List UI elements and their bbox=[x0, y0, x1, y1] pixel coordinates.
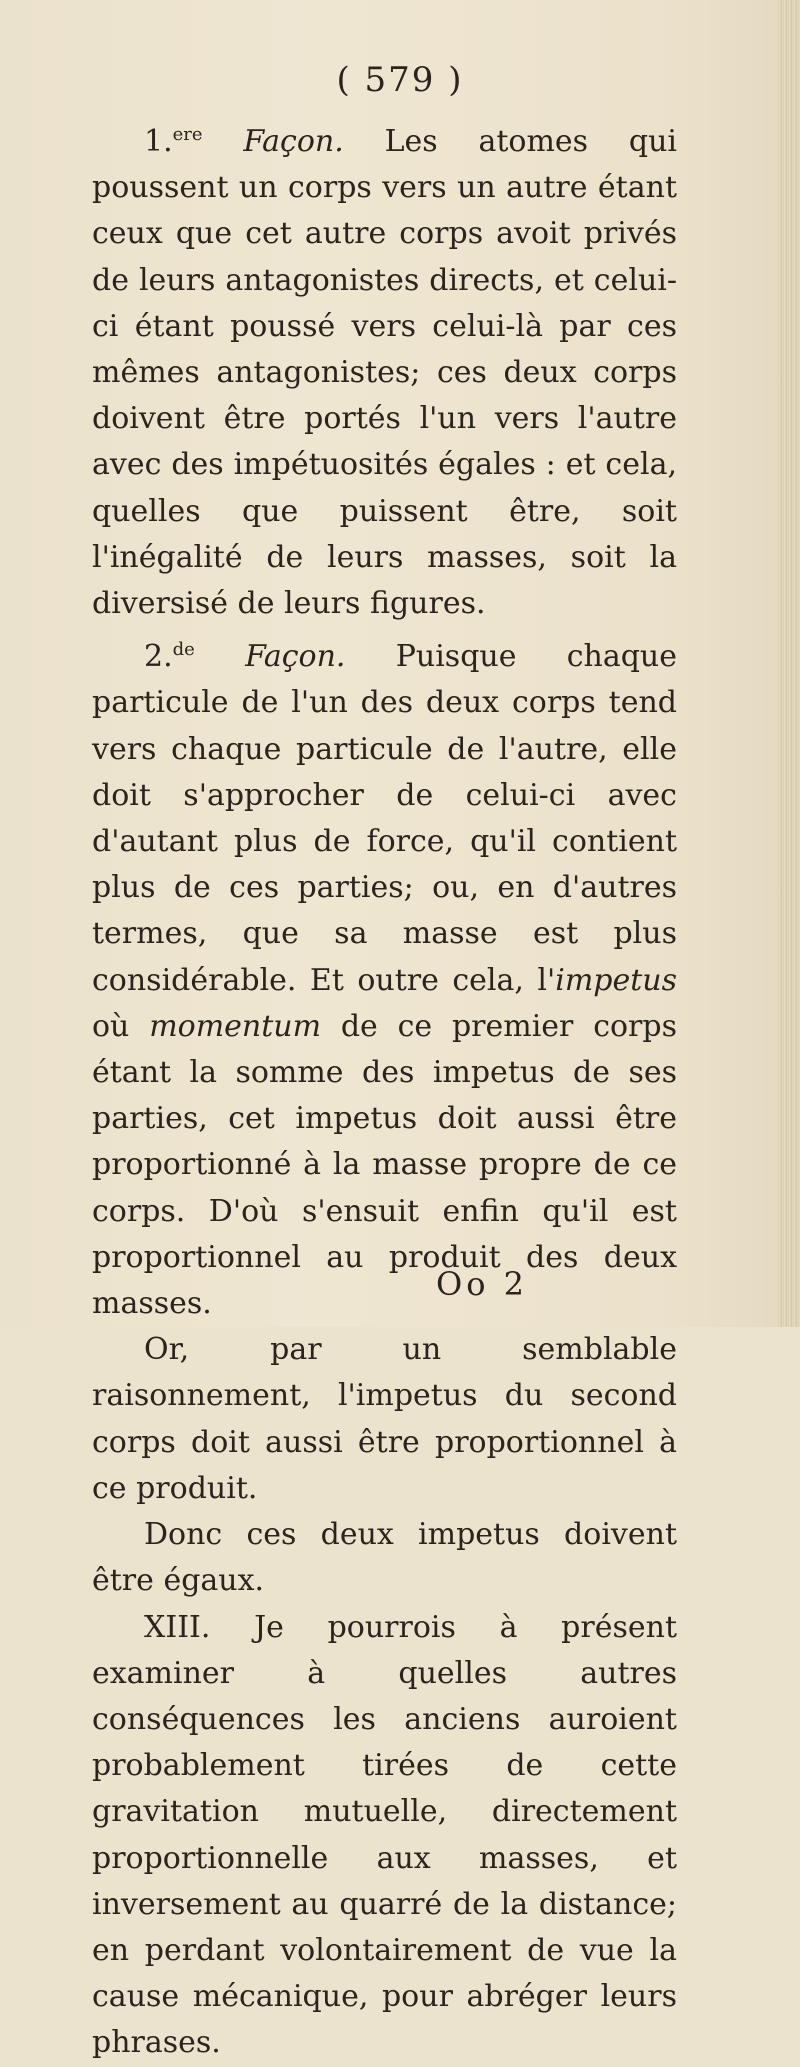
paragraph-heading: Façon. bbox=[245, 639, 346, 675]
paragraph-text: Puisque chaque particule de l'un des deux corps tend vers chaque particule de l'autre, elle doit s'approcher de celui-ci avec d'autant plus de force, qu'il contient plus de ces parties; ou, en d'autres termes, que sa masse est plus considérable. Et outre cela, l' bbox=[92, 639, 677, 998]
paragraph-conclusion: Donc ces deux impetus doivent être égaux. bbox=[92, 1517, 677, 1599]
page-edge bbox=[778, 0, 800, 1327]
paragraph-text: de ce premier corps étant la somme des impetus de ses parties, cet impetus doit aussi être proportionné à la masse propre de ce corps. D'où s'ensuit enfin qu'il est proportionnel au produit des deux masses. bbox=[92, 1008, 677, 1322]
italic-term-impetus: impetus bbox=[555, 962, 677, 998]
signature-mark: Oo 2 bbox=[436, 1265, 529, 1303]
ordinal-superscript: de bbox=[172, 639, 195, 661]
paragraph-first-way bbox=[92, 112, 677, 627]
paragraph-heading: Façon. bbox=[243, 124, 344, 159]
paragraph-reasoning: Or, par un semblable raisonnement, l'impetus du second corps doit aussi être proportionnel à ce produit. bbox=[92, 1332, 677, 1506]
body-text bbox=[92, 112, 677, 2067]
italic-term-momentum: momentum bbox=[149, 1008, 322, 1044]
paragraph-second-way bbox=[92, 627, 677, 1327]
paragraph-text: où bbox=[92, 1008, 150, 1044]
paragraph-number: 1. bbox=[144, 124, 173, 159]
page-number: ( 579 ) bbox=[336, 60, 464, 100]
paragraph-section-xiii: XIII. Je pourrois à présent examiner à quelles autres conséquences les anciens auroient probablement tirées de cette gravitation mutuelle, directement proportionnelle aux masses, et inversement au quarré de la distance; en perdant volontairement de vue la cause mécanique, pour abréger leurs phrases. bbox=[92, 1609, 677, 2061]
ordinal-superscript: ere bbox=[172, 124, 203, 145]
paragraph-number: 2. bbox=[144, 639, 173, 675]
paragraph-text: Les atomes qui poussent un corps vers un autre étant ceux que cet autre corps avoit privés de leurs antagonistes directs, et celui-ci étant poussé vers celui-là par ces mêmes antagonistes; ces deux corps doivent être portés l'un vers l'autre avec des impétuosités égales : et cela, quelles que puissent être, soit l'inégalité de leurs masses, soit la diversisé de leurs figures. bbox=[92, 124, 677, 622]
